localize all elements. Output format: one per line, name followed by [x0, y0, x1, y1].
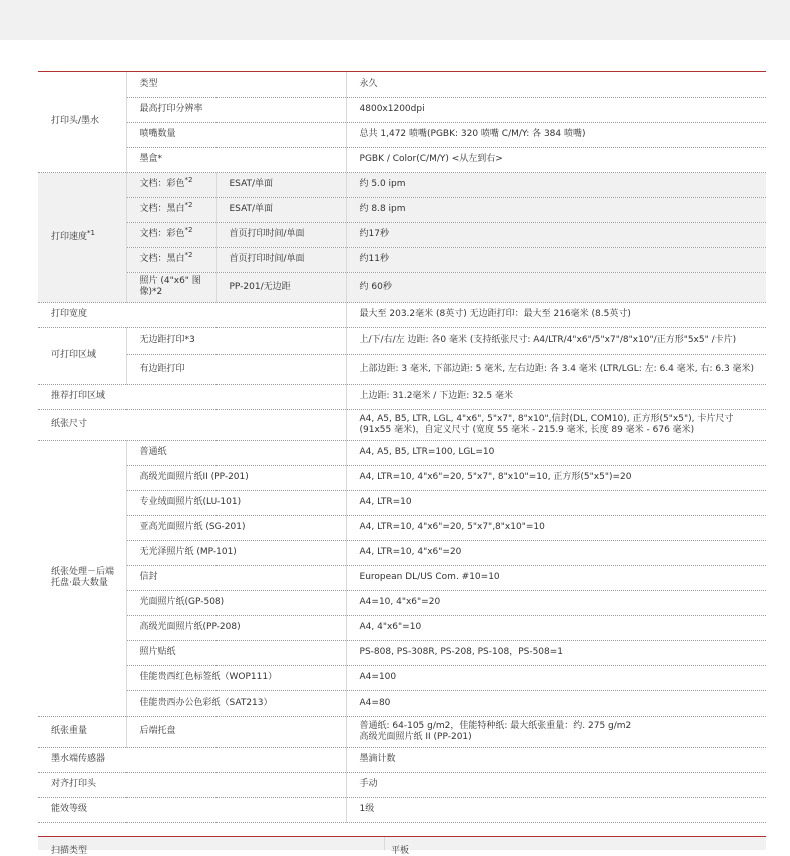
table-row [38, 272, 766, 302]
value-cell: 约 8.8 ipm [346, 197, 766, 222]
sub-label: 佳能贵西红色标签纸（WOP111） [126, 665, 346, 690]
row-label-scan-type: 扫描类型 [51, 846, 88, 856]
value-cell: 平板 [391, 846, 410, 856]
table-row [38, 590, 766, 615]
value-cell: A4, A5, B5, LTR=100, LGL=10 [346, 440, 766, 465]
table-row [38, 384, 766, 409]
row-label-energy: 能效等级 [38, 797, 346, 822]
row-label-recommended: 推荐打印区域 [38, 384, 346, 409]
value-cell: 总共 1,472 喷嘴(PGBK: 320 喷嘴 C/M/Y: 各 384 喷嘴) [346, 122, 766, 147]
table-row [38, 465, 766, 490]
sub-label: 文档：彩色$^{*2}$ [126, 172, 216, 197]
sub-label: 文档：彩色$^{*2}$ [126, 222, 216, 247]
sub-label: 无边距打印*3 [126, 327, 346, 354]
sub-label: 佳能贵西办公色彩纸（SAT213） [126, 690, 346, 716]
row-label-printhead: 打印头/墨水 [38, 72, 126, 172]
value-cell: PS-808, PS-308R, PS-208, PS-108，PS-508=1 [346, 640, 766, 665]
sub-label: 最高打印分辨率 [126, 97, 346, 122]
value-cell: 最大至 203.2毫米 (8英寸) 无边距打印：最大至 216毫米 (8.5英寸) [346, 302, 766, 327]
sub-label: 类型 [126, 72, 346, 97]
table-row [38, 302, 766, 327]
sub-label: 文档：黑白$^{*2}$ [126, 197, 216, 222]
sub-label: 信封 [126, 565, 346, 590]
mid-label: 首页打印时间/单面 [216, 247, 346, 272]
value-cell: 约17秒 [346, 222, 766, 247]
sub-label: 高级光面照片纸(PP-208) [126, 615, 346, 640]
table-row [38, 797, 766, 822]
sub-label: 照片 (4"x6" 图像)*2 [126, 272, 216, 302]
mid-label: PP-201/无边距 [216, 272, 346, 302]
table-row [38, 540, 766, 565]
table-row [38, 440, 766, 465]
value-cell: A4, A5, B5, LTR, LGL, 4"x6", 5"x7", 8"x10",信封(DL, COM10), 正方形(5"x5"), 卡片尺寸 (91x55 毫米)，自定义尺寸 (宽度 55 毫米 - 215.9 毫米, 长度 89 毫米 - 676 毫米) [346, 409, 766, 440]
value-cell: PGBK / Color(C/M/Y) <从左到右> [346, 147, 766, 172]
spec-table [38, 72, 766, 823]
value-cell: 手动 [346, 772, 766, 797]
table-row [38, 747, 766, 772]
sub-label: 喷嘴数量 [126, 122, 346, 147]
value-cell: 4800x1200dpi [346, 97, 766, 122]
table-row [38, 122, 766, 147]
value-cell: A4=10, 4"x6"=20 [346, 590, 766, 615]
top-bar [0, 0, 790, 40]
table-row [38, 665, 766, 690]
table-row [38, 615, 766, 640]
value-cell: European DL/US Com. #10=10 [346, 565, 766, 590]
row-label-align: 对齐打印头 [38, 772, 346, 797]
value-line: 高级光面照片纸 II (PP-201) [359, 731, 472, 742]
value-cell [346, 716, 766, 747]
row-label-speed: 打印速度$^{*1}$ [38, 172, 126, 302]
value-cell: 上边距: 31.2毫米 / 下边距: 32.5 毫米 [346, 384, 766, 409]
table-row [38, 247, 766, 272]
table-row [38, 197, 766, 222]
value-cell: A4, LTR=10, 4"x6"=20, 5"x7",8"x10"=10 [346, 515, 766, 540]
value-cell: 上/下/右/左 边距: 各0 毫米 (支持纸张尺寸: A4/LTR/4"x6"/5"x7"/8"x10"/正方形"5x5" /卡片) [346, 327, 766, 354]
table-row [38, 72, 766, 97]
value-cell: 1级 [346, 797, 766, 822]
sub-label: 亚高光面照片纸 (SG-201) [126, 515, 346, 540]
value-cell: A4=100 [346, 665, 766, 690]
row-label-width: 打印宽度 [38, 302, 346, 327]
value-cell: 约11秒 [346, 247, 766, 272]
table-row [38, 97, 766, 122]
table-row [38, 690, 766, 716]
value-cell: A4, LTR=10 [346, 490, 766, 515]
mid-label: ESAT/单面 [216, 172, 346, 197]
table-row [38, 409, 766, 440]
value-cell: A4, LTR=10, 4"x6"=20 [346, 540, 766, 565]
table-row [38, 772, 766, 797]
value-cell: 墨滴计数 [346, 747, 766, 772]
sub-label: 墨盒* [126, 147, 346, 172]
value-cell: A4=80 [346, 690, 766, 716]
sub-label: 有边距打印 [126, 354, 346, 384]
table-row [38, 147, 766, 172]
sub-label: 专业绒面照片纸(LU-101) [126, 490, 346, 515]
table-row [38, 172, 766, 197]
table-row [38, 515, 766, 540]
sub-label: 文档：黑白$^{*2}$ [126, 247, 216, 272]
sub-label: 高级光面照片纸II (PP-201) [126, 465, 346, 490]
table-row [38, 354, 766, 384]
row-label-weight: 纸张重量 [38, 716, 126, 747]
value-cell: A4, 4"x6"=10 [346, 615, 766, 640]
mid-label: 首页打印时间/单面 [216, 222, 346, 247]
sub-label: 照片贴纸 [126, 640, 346, 665]
sub-label: 光面照片纸(GP-508) [126, 590, 346, 615]
mid-label: ESAT/单面 [216, 197, 346, 222]
value-cell: 永久 [346, 72, 766, 97]
value-cell: 约 5.0 ipm [346, 172, 766, 197]
sub-label: 无光泽照片纸 (MP-101) [126, 540, 346, 565]
table-row [38, 222, 766, 247]
sub-label: 后端托盘 [126, 716, 346, 747]
row-label-printable: 可打印区域 [38, 327, 126, 384]
column-divider [384, 837, 385, 850]
row-label-tray: 纸张处理－后端托盘·最大数量 [38, 440, 126, 716]
row-label-papersize: 纸张尺寸 [38, 409, 346, 440]
table-row [38, 640, 766, 665]
table-row [38, 716, 766, 747]
table-row [38, 327, 766, 354]
value-cell: 约 60秒 [346, 272, 766, 302]
value-cell: 上部边距: 3 毫米, 下部边距: 5 毫米, 左右边距: 各 3.4 毫米 (LTR/LGL: 左: 6.4 毫米, 右: 6.3 毫米) [346, 354, 766, 384]
value-line: 普通纸: 64-105 g/m2，佳能特种纸: 最大纸张重量：约. 275 g/m2 [359, 720, 632, 731]
table-row [38, 490, 766, 515]
row-label-sensor: 墨水端传感器 [38, 747, 346, 772]
sub-label: 普通纸 [126, 440, 346, 465]
table-row [38, 565, 766, 590]
next-section-row [38, 837, 766, 856]
value-cell: A4, LTR=10, 4"x6"=20, 5"x7", 8"x10"=10, 正方形(5"x5")=20 [346, 465, 766, 490]
